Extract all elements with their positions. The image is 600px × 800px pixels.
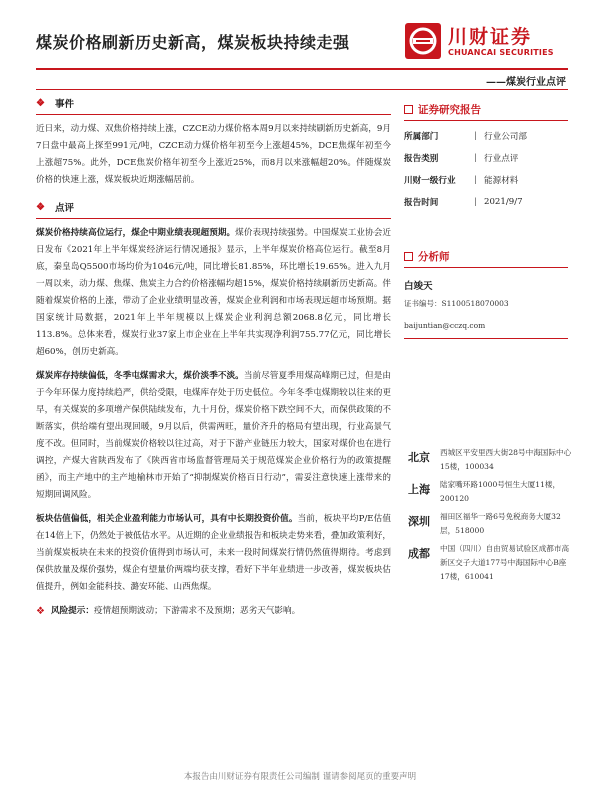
analyst-title: 分析师 xyxy=(418,250,450,263)
analyst-name: 白竣天 xyxy=(404,281,433,292)
comment-heading xyxy=(36,196,391,218)
company-logo xyxy=(404,22,554,60)
section-divider xyxy=(36,218,391,219)
header-divider xyxy=(36,68,568,70)
office-city: 北京 xyxy=(408,451,430,464)
analyst-heading xyxy=(404,247,568,265)
info-key: 所属部门 xyxy=(404,132,439,142)
info-row xyxy=(404,191,568,213)
page-footer: 本报告由川财证券有限责任公司编制 谨请参阅尾页的重要声明 xyxy=(183,772,417,782)
office-city: 深圳 xyxy=(408,515,430,528)
sidebar-divider xyxy=(404,338,568,339)
paragraph-body: 当前尽管夏季用煤高峰期已过，但是由于今年环保力度持续趋严，供给受限，电煤库存处于历史低位。今年冬季屯煤期较以往来的更早，有关煤炭的多项增产保供陆续发布，九十月份，煤炭价格下跌空间不大，而保供政策的不断落实，供给端有望出现回暖，9月以后，供需两旺，量价齐升的格局有望出现，行业高景气度不改。但同时，当前煤炭价格较以往过高，对于下游产业链压力较大，国家对煤价也在进行调控，产煤大省陕西发布了《陕西省市场监督管理局关于规范煤炭企业价格行为的政策提醒函》，而主产地中的主产地榆林市开始了“抑制煤炭价格百日行动”，需妥注意快速上涨带来的短期回调风险。 xyxy=(36,371,391,500)
diamond-bullet-icon: ❖ xyxy=(36,97,45,109)
office-address: 中国（四川）自由贸易试验区成都市高新区交子大道177号中海国际中心B座17楼，610041 xyxy=(440,544,570,581)
section-divider xyxy=(36,114,391,115)
info-row xyxy=(404,169,568,191)
analyst-cert: 证书编号：S1100518070003 xyxy=(404,299,509,308)
paragraph-lead: 煤炭价格持续高位运行，煤企中期业绩表现超预期。 xyxy=(36,228,236,238)
info-separator: | xyxy=(474,153,477,163)
event-paragraph: 近日来，动力煤、双焦价格持续上涨，CZCE动力煤价格本周9月以来持续刷新历史新高，9月7日盘中最高上探至991元/吨，CZCE动力煤价格年初至今上涨超45%，DCE焦煤年初至今上涨超75%。此外，DCE焦炭价格年初至今上涨近25%，而8月以来涨幅超20%。伴随煤炭价格的快速上涨，煤炭板块近期涨幅居前。 xyxy=(36,124,391,185)
square-bullet-icon xyxy=(404,105,413,114)
risk-text: 疫情超预期波动；下游需求不及预期；恶劣天气影响。 xyxy=(93,606,301,616)
sidebar-divider xyxy=(404,267,568,268)
info-value: 行业点评 xyxy=(484,154,519,164)
sidebar xyxy=(404,100,568,339)
office-address: 陆家嘴环路1000号恒生大厦11楼，200120 xyxy=(440,480,561,503)
info-separator: | xyxy=(474,175,477,185)
logo-name-cn: 川财证券 xyxy=(448,25,533,48)
diamond-bullet-icon: ❖ xyxy=(36,201,45,213)
office-address: 西城区平安里西大街28号中海国际中心15楼，100034 xyxy=(440,448,572,471)
subtitle-divider xyxy=(36,89,568,90)
analyst-email[interactable]: baijuntian@cczq.com xyxy=(404,321,486,330)
logo-icon xyxy=(404,22,442,60)
office-item xyxy=(408,542,572,584)
event-heading xyxy=(36,92,391,114)
report-info-heading xyxy=(404,100,568,118)
info-key: 川财一级行业 xyxy=(404,176,456,186)
info-key: 报告类别 xyxy=(404,154,439,164)
paragraph-body: 当前，板块平均P/E估值在14倍上下，仍然处于被低估水平。从近期的企业业绩报告和板块走势来看，叠加政策利好，当前煤炭板块在未来的投资价值得到市场认可，未来一段时间煤炭行情仍然值得期待。考虑到保供放量及煤价强势，煤企有望量价两端均获支撑，看好下半年业绩进一步改善，煤炭板块估值提升，例如金能科技、潞安环能、山西焦煤。 xyxy=(36,514,391,592)
info-row xyxy=(404,147,568,169)
info-separator: | xyxy=(474,197,477,207)
paragraph-lead: 板块估值偏低，相关企业盈利能力市场认可，具有中长期投资价值。 xyxy=(36,514,298,524)
report-info-title: 证券研究报告 xyxy=(418,103,481,116)
diamond-bullet-icon: ❖ xyxy=(36,606,45,617)
main-content xyxy=(36,92,391,620)
page-subtitle: ——煤炭行业点评 xyxy=(486,77,566,88)
comment-paragraph-3 xyxy=(36,511,391,596)
comment-heading-label: 点评 xyxy=(54,203,74,214)
office-list xyxy=(408,446,572,588)
office-item xyxy=(408,446,572,474)
paragraph-body: 煤价表现持续强势。中国煤炭工业协会近日发布《2021年上半年煤炭经济运行情况通报》显示，上半年煤炭价格高位运行。截至8月底，秦皇岛Q5500市场均价为1046元/吨，同比增长81.85%，环比增长19.65%。进入九月一周以来，动力煤、焦煤、焦炭主力合约价格涨幅均超15%，煤炭价格持续刷新历史新高。伴随着煤炭价格的上涨，带动了企业业绩明显改善，煤炭企业利润和市场表现远超市场预期。据国家统计局数据，2021年上半年规模以上煤炭企业利润总额2068.8亿元，同比增长113.8%。总体来看，煤炭行业37家上市企业在上半年共实现净利润755.77亿元，同比增长超60%，创历史新高。 xyxy=(36,228,391,357)
comment-paragraph-1 xyxy=(36,225,391,361)
paragraph-lead: 煤炭库存持续偏低，冬季屯煤需求大，煤价淡季不淡。 xyxy=(36,371,244,381)
page-title: 煤炭价格刷新历史新高，煤炭板块持续走强 xyxy=(36,33,350,52)
office-city: 上海 xyxy=(408,483,430,496)
info-value: 行业公司部 xyxy=(484,132,527,142)
info-row xyxy=(404,125,568,147)
office-item xyxy=(408,478,572,506)
office-city: 成都 xyxy=(408,547,430,560)
risk-label: 风险提示： xyxy=(50,606,94,616)
info-separator: | xyxy=(474,131,477,141)
square-bullet-icon xyxy=(404,252,413,261)
office-item xyxy=(408,510,572,538)
office-address: 福田区福华一路6号免税商务大厦32层，518000 xyxy=(440,512,561,535)
comment-paragraph-2 xyxy=(36,368,391,504)
sidebar-divider xyxy=(404,120,568,121)
risk-warning xyxy=(36,603,391,620)
info-value: 2021/9/7 xyxy=(484,197,523,207)
event-heading-label: 事件 xyxy=(54,99,74,110)
info-key: 报告时间 xyxy=(404,198,439,208)
info-value: 能源材料 xyxy=(484,176,519,186)
logo-name-en: CHUANCAI SECURITIES xyxy=(448,47,554,57)
